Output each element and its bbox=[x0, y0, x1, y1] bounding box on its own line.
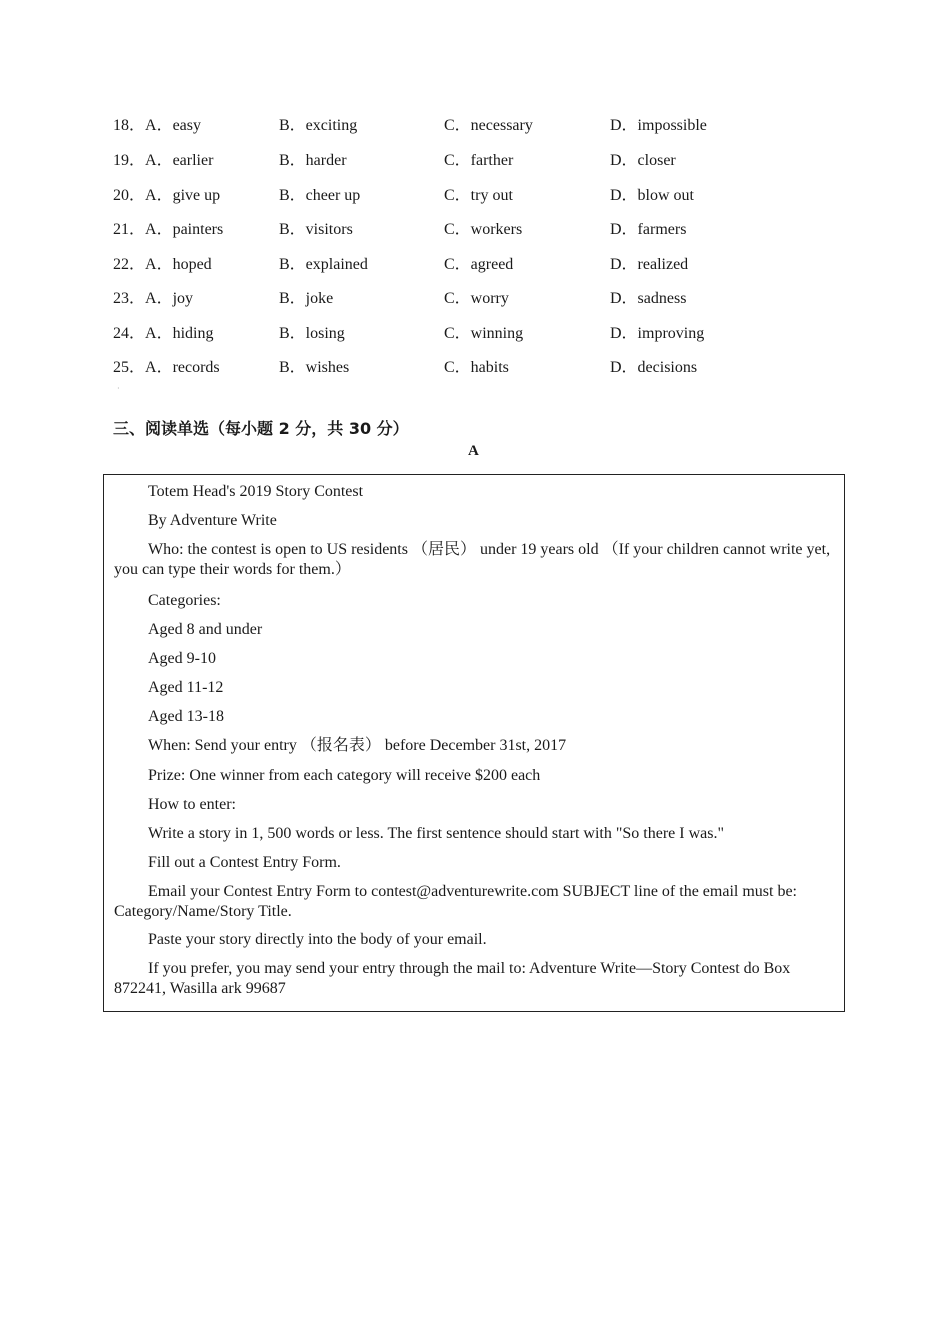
option-c: C．farther bbox=[444, 152, 514, 169]
option-d: D．farmers bbox=[610, 221, 687, 238]
option-a: 20．A．give up bbox=[113, 187, 221, 204]
passage-line: Aged 9-10 bbox=[148, 650, 216, 667]
option-d: D．closer bbox=[610, 152, 676, 169]
option-a: 24．A．hiding bbox=[113, 325, 214, 342]
option-c: C．try out bbox=[444, 187, 513, 204]
question-row bbox=[113, 219, 833, 241]
passage-line: Prize: One winner from each category will receive $200 each bbox=[148, 767, 541, 784]
option-a: 18．A．easy bbox=[113, 117, 202, 134]
option-a: 23．A．joy bbox=[113, 290, 194, 307]
option-c: C．workers bbox=[444, 221, 523, 238]
passage-line: If you prefer, you may send your entry through the mail to: Adventure Write—Story Contest do Box 872241, Wasilla ark 99687 bbox=[114, 960, 791, 997]
section-heading: 三、阅读单选（每小题 2 分，共 30 分） bbox=[113, 419, 409, 438]
option-d: D．realized bbox=[610, 256, 689, 273]
question-row bbox=[113, 357, 833, 379]
option-b: B．exciting bbox=[279, 117, 358, 134]
passage-line: How to enter: bbox=[148, 796, 236, 813]
option-b: B．joke bbox=[279, 290, 334, 307]
option-a: 19．A．earlier bbox=[113, 152, 214, 169]
passage-line: By Adventure Write bbox=[148, 512, 277, 529]
passage-line: Totem Head's 2019 Story Contest bbox=[148, 483, 364, 500]
question-row bbox=[113, 288, 833, 310]
passage-line: Who: the contest is open to US residents （居民） under 19 years old （If your children cannot write yet, you can type their words for them.） bbox=[114, 541, 831, 578]
option-b: B．visitors bbox=[279, 221, 353, 238]
option-d: D．sadness bbox=[610, 290, 687, 307]
passage-line: Paste your story directly into the body of your email. bbox=[148, 931, 487, 948]
paragraph-mark: · bbox=[117, 384, 120, 393]
passage-line: Aged 8 and under bbox=[148, 621, 263, 638]
question-row bbox=[113, 254, 833, 276]
option-d: D．blow out bbox=[610, 187, 695, 204]
option-b: B．losing bbox=[279, 325, 345, 342]
option-c: C．worry bbox=[444, 290, 509, 307]
option-b: B．explained bbox=[279, 256, 368, 273]
passage-line: When: Send your entry （报名表） before December 31st, 2017 bbox=[148, 737, 567, 754]
question-row bbox=[113, 150, 833, 172]
option-d: D．decisions bbox=[610, 359, 698, 376]
option-c: C．habits bbox=[444, 359, 509, 376]
option-a: 22．A．hoped bbox=[113, 256, 212, 273]
option-c: C．winning bbox=[444, 325, 524, 342]
passage-line: Aged 13-18 bbox=[148, 708, 224, 725]
passage-line: Email your Contest Entry Form to contest@adventurewrite.com SUBJECT line of the email must be: Category/Name/Story Title. bbox=[114, 883, 797, 920]
option-c: C．necessary bbox=[444, 117, 533, 134]
option-b: B．cheer up bbox=[279, 187, 361, 204]
passage-line: Categories: bbox=[148, 592, 221, 609]
question-row bbox=[113, 115, 833, 137]
option-a: 21．A．painters bbox=[113, 221, 224, 238]
option-c: C．agreed bbox=[444, 256, 514, 273]
option-a: 25．A．records bbox=[113, 359, 220, 376]
question-row bbox=[113, 185, 833, 207]
option-b: B．wishes bbox=[279, 359, 350, 376]
question-row bbox=[113, 323, 833, 345]
option-b: B．harder bbox=[279, 152, 347, 169]
passage-line: Aged 11-12 bbox=[148, 679, 224, 696]
option-d: D．improving bbox=[610, 325, 705, 342]
passage-box bbox=[103, 474, 845, 1012]
passage-label: A bbox=[468, 443, 479, 459]
option-d: D．impossible bbox=[610, 117, 707, 134]
passage-line: Fill out a Contest Entry Form. bbox=[148, 854, 341, 871]
passage-line: Write a story in 1, 500 words or less. The first sentence should start with "So there I was." bbox=[148, 825, 725, 842]
